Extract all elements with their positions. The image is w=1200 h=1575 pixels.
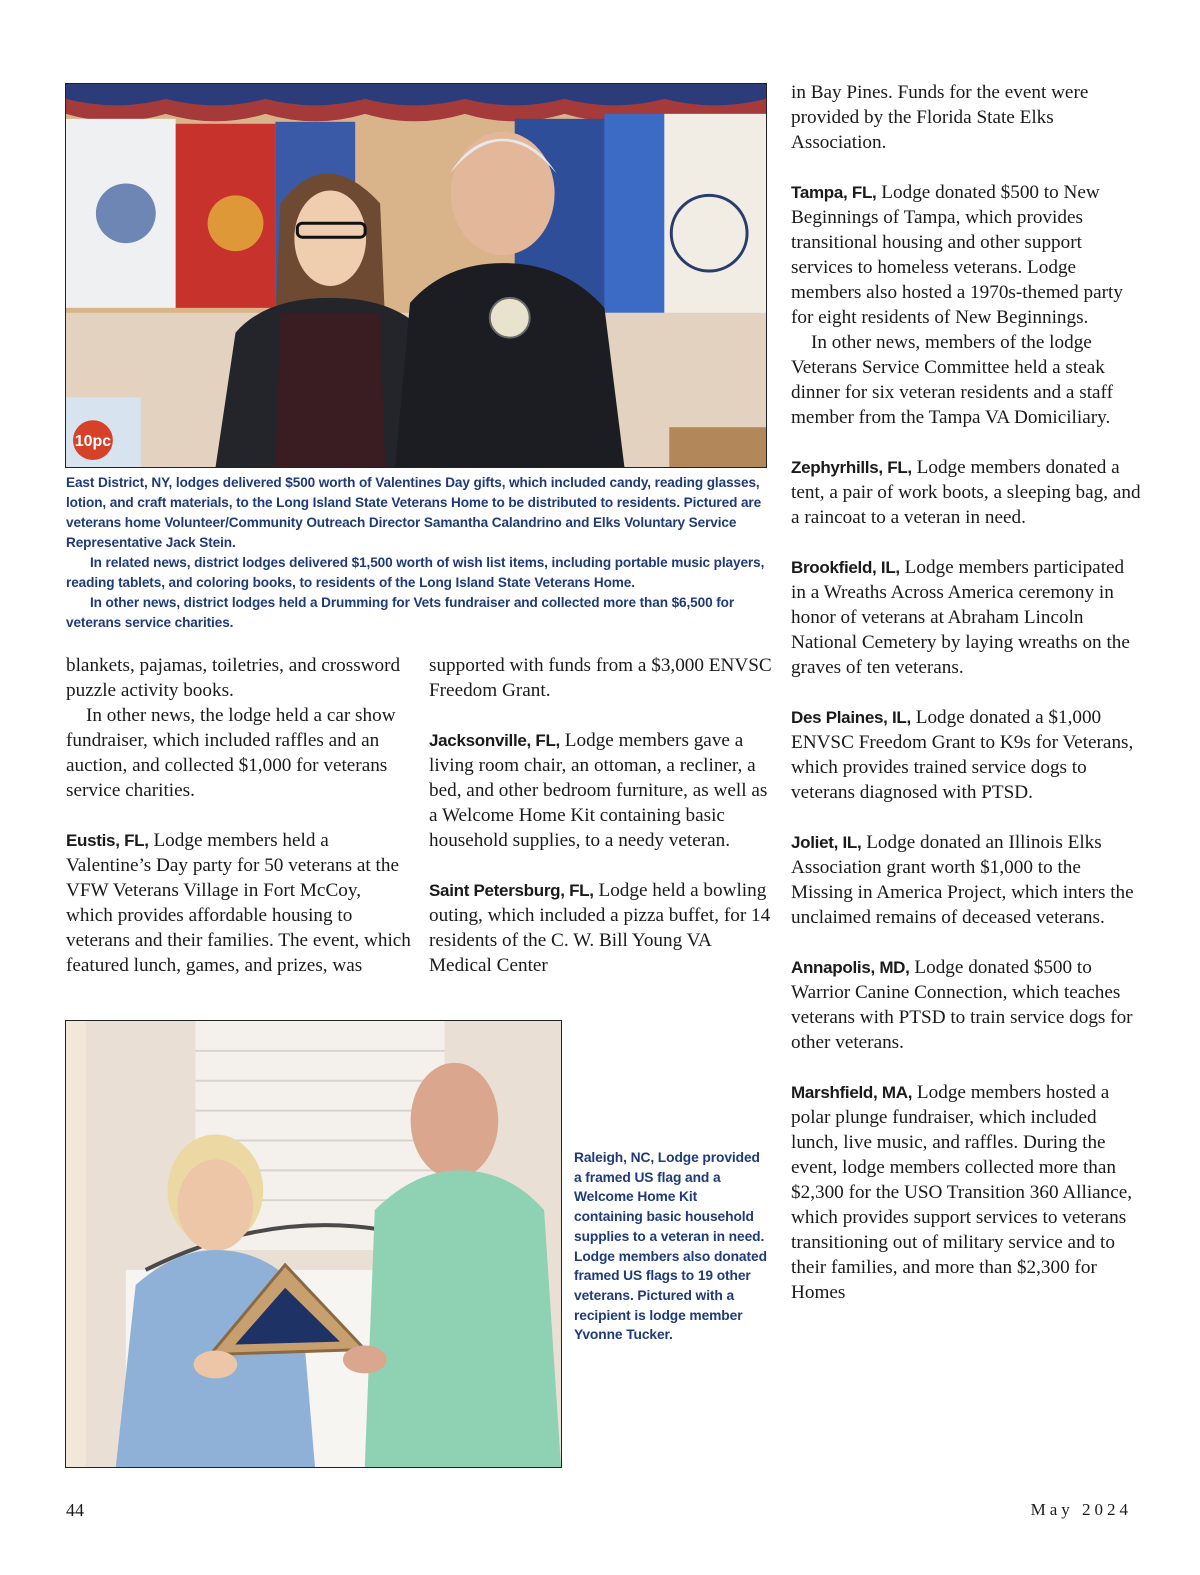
- lodge-name: Tampa, FL,: [791, 183, 877, 202]
- body-paragraph: blankets, pajamas, toiletries, and crossword puzzle activity books.: [66, 655, 401, 701]
- caption-paragraph: In other news, district lodges held a Drumming for Vets fundraiser and collected more than $6,500 for veterans service charities.: [66, 595, 735, 630]
- top-photo-caption: [66, 473, 766, 633]
- body-paragraph: Zephyrhills, FL, Lodge members donated a tent, a pair of work boots, a sleeping bag, and a raincoat to a veteran in need.: [791, 457, 1141, 528]
- article-column-3: [791, 80, 1141, 1305]
- lodge-name: Des Plaines, IL,: [791, 708, 911, 727]
- lodge-name: Eustis, FL,: [66, 831, 149, 850]
- caption-lede: Raleigh, NC,: [574, 1150, 655, 1165]
- page-number: 44: [66, 1500, 84, 1520]
- lodge-name: Saint Petersburg, FL,: [429, 881, 594, 900]
- caption-lede: East District, NY,: [66, 475, 173, 490]
- body-paragraph: Saint Petersburg, FL, Lodge held a bowling outing, which included a pizza buffet, for 14 residents of the C. W. Bill Young VA Medical Center: [429, 880, 771, 976]
- lodge-name: Marshfield, MA,: [791, 1083, 913, 1102]
- body-paragraph: Eustis, FL, Lodge members held a Valentine’s Day party for 50 veterans at the VFW Veterans Village in Fort McCoy, which provides affordable housing to veterans and their families. The event, which featured lunch, games, and prizes, was: [66, 830, 411, 976]
- body-paragraph: Jacksonville, FL, Lodge members gave a living room chair, an ottoman, a recliner, a bed, and other bedroom furniture, as well as a Welcome Home Kit containing basic household supplies, to a needy veteran.: [429, 730, 768, 851]
- caption-paragraph: East District, NY, lodges delivered $500 worth of Valentines Day gifts, which included candy, reading glasses, lotion, and craft materials, to the Long Island State Veterans Home to be distributed to residents. Pictured are veterans home Volunteer/Community Outreach Director Samantha Calandrino and Elks Voluntary Service Representative Jack Stein.: [66, 475, 762, 550]
- body-paragraph: Annapolis, MD, Lodge donated $500 to Warrior Canine Connection, which teaches veterans with PTSD to train service dogs for other veterans.: [791, 957, 1133, 1053]
- article-column-2: [429, 653, 774, 978]
- caption-paragraph: Raleigh, NC, Lodge provided a framed US flag and a Welcome Home Kit containing basic household supplies to a veteran in need. Lodge members also donated framed US flags to 19 other veterans. Pictured with a recipient is lodge member Yvonne Tucker.: [574, 1150, 767, 1343]
- lodge-name: Joliet, IL,: [791, 833, 862, 852]
- caption-paragraph: In related news, district lodges delivered $1,500 worth of wish list items, including portable music players, reading tablets, and coloring books, to residents of the Long Island State Veterans Home.: [66, 555, 765, 590]
- body-paragraph: Des Plaines, IL, Lodge donated a $1,000 ENVSC Freedom Grant to K9s for Veterans, which provides trained service dogs to veterans diagnosed with PTSD.: [791, 707, 1134, 803]
- lodge-name: Zephyrhills, FL,: [791, 458, 912, 477]
- body-paragraph: In other news, members of the lodge Veterans Service Committee held a steak dinner for six veteran residents and a staff member from the Tampa VA Domiciliary.: [791, 332, 1113, 428]
- body-paragraph: Marshfield, MA, Lodge members hosted a polar plunge fundraiser, which included lunch, live music, and raffles. During the event, lodge members collected more than $2,300 for the USO Transition 360 Alliance, which provides support services to veterans transitioning out of military service and to their families, and more than $2,300 for Homes: [791, 1082, 1133, 1303]
- body-paragraph: supported with funds from a $3,000 ENVSC Freedom Grant.: [429, 655, 772, 701]
- body-paragraph: In other news, the lodge held a car show fundraiser, which included raffles and an auction, and collected $1,000 for veterans service charities.: [66, 705, 396, 801]
- body-paragraph: in Bay Pines. Funds for the event were provided by the Florida State Elks Association.: [791, 82, 1089, 153]
- side-photo-caption: [574, 1148, 768, 1345]
- issue-date: May 2024: [1030, 1500, 1132, 1519]
- box-badge: 10pc: [74, 433, 112, 451]
- lodge-name: Jacksonville, FL,: [429, 731, 560, 750]
- body-paragraph: Brookfield, IL, Lodge members participated in a Wreaths Across America ceremony in honor of veterans at Abraham Lincoln National Cemetery by laying wreaths on the graves of ten veterans.: [791, 557, 1130, 678]
- article-column-1: [66, 653, 411, 978]
- body-paragraph: Joliet, IL, Lodge donated an Illinois Elks Association grant worth $1,000 to the Missing in America Project, which inters the unclaimed remains of deceased veterans.: [791, 832, 1134, 928]
- photo-flag-presentation: [65, 1020, 562, 1468]
- lodge-name: Brookfield, IL,: [791, 558, 900, 577]
- lodge-name: Annapolis, MD,: [791, 958, 910, 977]
- photo-volunteers-with-flags: [65, 83, 767, 468]
- body-paragraph: Tampa, FL, Lodge donated $500 to New Beginnings of Tampa, which provides transitional housing and other support services to homeless veterans. Lodge members also hosted a 1970s-themed party for eight residents of New Beginnings.: [791, 182, 1123, 328]
